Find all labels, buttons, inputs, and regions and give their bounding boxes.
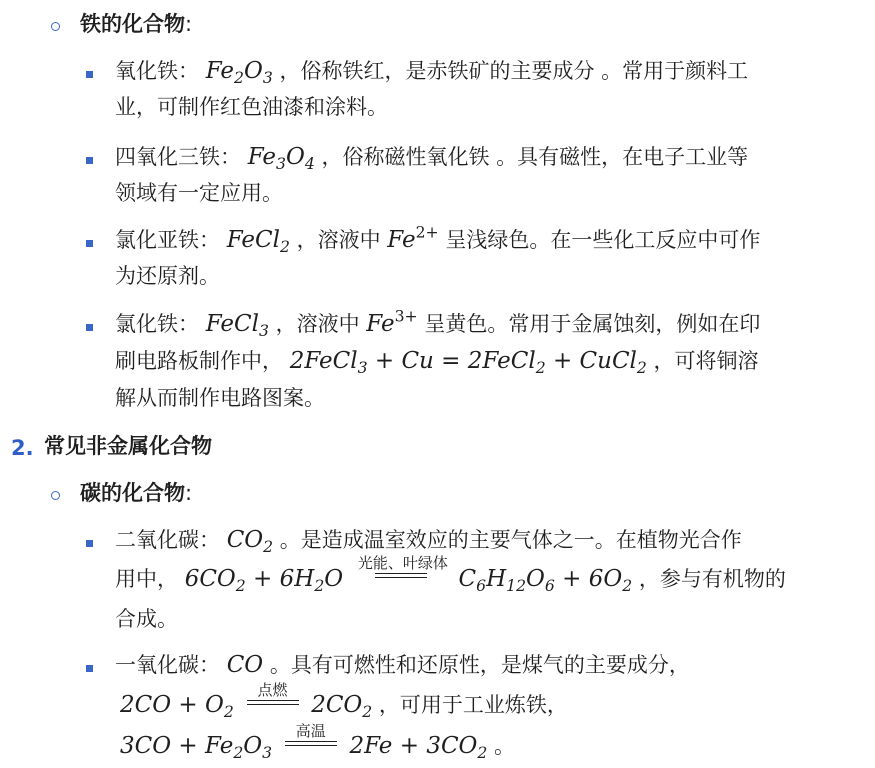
list-item-co2-line3: 合成。 bbox=[115, 607, 178, 631]
list-item-fe3o4 bbox=[115, 144, 749, 173]
equation-co-combustion: $2CO + O_2$ 点燃 $2CO_2$ ，可用于工业炼铁， bbox=[120, 681, 568, 721]
reaction-arrow bbox=[245, 683, 301, 705]
item-label: 四氧化三铁： bbox=[115, 145, 241, 169]
list-item-fecl3 bbox=[115, 306, 761, 340]
formula-fe2o3: $Fe_2O_3$ bbox=[205, 58, 273, 87]
square-bullet-icon bbox=[86, 240, 93, 247]
item-text: ，俗称磁性氧化铁 。具有磁性，在电子工业等 bbox=[314, 145, 749, 169]
formula-fecl3: FeCl$_3$ bbox=[205, 311, 269, 340]
item-text: ，溶液中 bbox=[289, 228, 388, 252]
formula-co2: $CO_2$ bbox=[226, 527, 274, 556]
iron-heading-colon: : bbox=[185, 12, 193, 36]
square-bullet-icon bbox=[86, 665, 93, 672]
formula-fecl2: FeCl$_2$ bbox=[226, 227, 290, 256]
list-item-fe3o4-line2: 领域有一定应用。 bbox=[115, 181, 283, 205]
list-item-fecl2-line2: 为还原剂。 bbox=[115, 264, 220, 288]
reaction-condition: 点燃 bbox=[257, 681, 288, 700]
item-label: 氯化铁： bbox=[115, 312, 199, 336]
item-label: 二氧化碳： bbox=[115, 528, 220, 552]
section-number: 2. bbox=[11, 436, 34, 460]
list-item-fecl3-line2: 刷电路板制作中， 2FeCl$_3$ + Cu = 2FeCl$_2$ + CuCl$_2$ ，可将铜溶 bbox=[115, 348, 759, 377]
reaction-condition: 光能、叶绿体 bbox=[357, 554, 448, 573]
reaction-arrow bbox=[357, 554, 448, 578]
list-item-fe2o3-line2: 业，可制作红色油漆和涂料。 bbox=[115, 95, 388, 119]
item-label: 氧化铁： bbox=[115, 59, 199, 83]
equation-fecl3-cu: 2FeCl$_3$ + Cu = 2FeCl$_2$ + CuCl$_2$ bbox=[289, 348, 647, 377]
item-text-2: 呈浅绿色。在一些化工反应中可作 bbox=[438, 228, 761, 252]
list-item-fecl3-line3: 解从而制作电路图案。 bbox=[115, 386, 325, 410]
equation-co-iron-smelting: $3CO + Fe_2O_3$ 高温 $2Fe + 3CO_2$ 。 bbox=[120, 722, 516, 762]
list-item-fecl2 bbox=[115, 222, 761, 256]
list-item-co bbox=[115, 654, 690, 677]
nonmetal-heading: 常见非金属化合物 bbox=[44, 434, 212, 458]
square-bullet-icon bbox=[86, 540, 93, 547]
carbon-heading-text: 碳的化合物 bbox=[80, 481, 185, 505]
item-text: 。具有可燃性和还原性，是煤气的主要成分， bbox=[263, 653, 690, 677]
reaction-arrow bbox=[283, 724, 339, 746]
carbon-heading-colon: : bbox=[185, 481, 193, 505]
formula-fe3o4: $Fe_3O_4$ bbox=[247, 144, 315, 173]
item-text: ，俗称铁红，是赤铁矿的主要成分 。常用于颜料工 bbox=[272, 59, 749, 83]
item-label: 氯化亚铁： bbox=[115, 228, 220, 252]
item-text: 。是造成温室效应的主要气体之一。在植物光合作 bbox=[273, 528, 742, 552]
square-bullet-icon bbox=[86, 71, 93, 78]
item-text: ，溶液中 bbox=[268, 312, 367, 336]
formula-co: CO bbox=[226, 652, 264, 678]
list-item-co2-line2: 用中， $6CO_2 + 6H_2O$ 光能、叶绿体 $C_6H_{12}O_6 + 6O_2$ ，参与有机物的 bbox=[115, 554, 786, 595]
square-bullet-icon bbox=[86, 157, 93, 164]
list-item-fe2o3 bbox=[115, 58, 749, 87]
square-bullet-icon bbox=[86, 324, 93, 331]
photosynthesis-equation-right: $C_6H_{12}O_6 + 6O_2$ bbox=[458, 566, 633, 595]
list-item-co2 bbox=[115, 527, 742, 556]
ion-fe3plus: $Fe^{3+}$ bbox=[366, 306, 418, 337]
circle-bullet-icon bbox=[51, 491, 60, 500]
reaction-condition: 高温 bbox=[295, 722, 326, 741]
iron-heading bbox=[80, 14, 192, 35]
circle-bullet-icon bbox=[51, 22, 60, 31]
ion-fe2plus: $Fe^{2+}$ bbox=[387, 222, 439, 253]
item-label: 一氧化碳： bbox=[115, 653, 220, 677]
carbon-heading bbox=[80, 483, 192, 504]
iron-heading-text: 铁的化合物 bbox=[80, 12, 185, 36]
item-text-2: 呈黄色。常用于金属蚀刻，例如在印 bbox=[417, 312, 761, 336]
photosynthesis-equation-left: $6CO_2 + 6H_2O$ bbox=[184, 566, 344, 595]
